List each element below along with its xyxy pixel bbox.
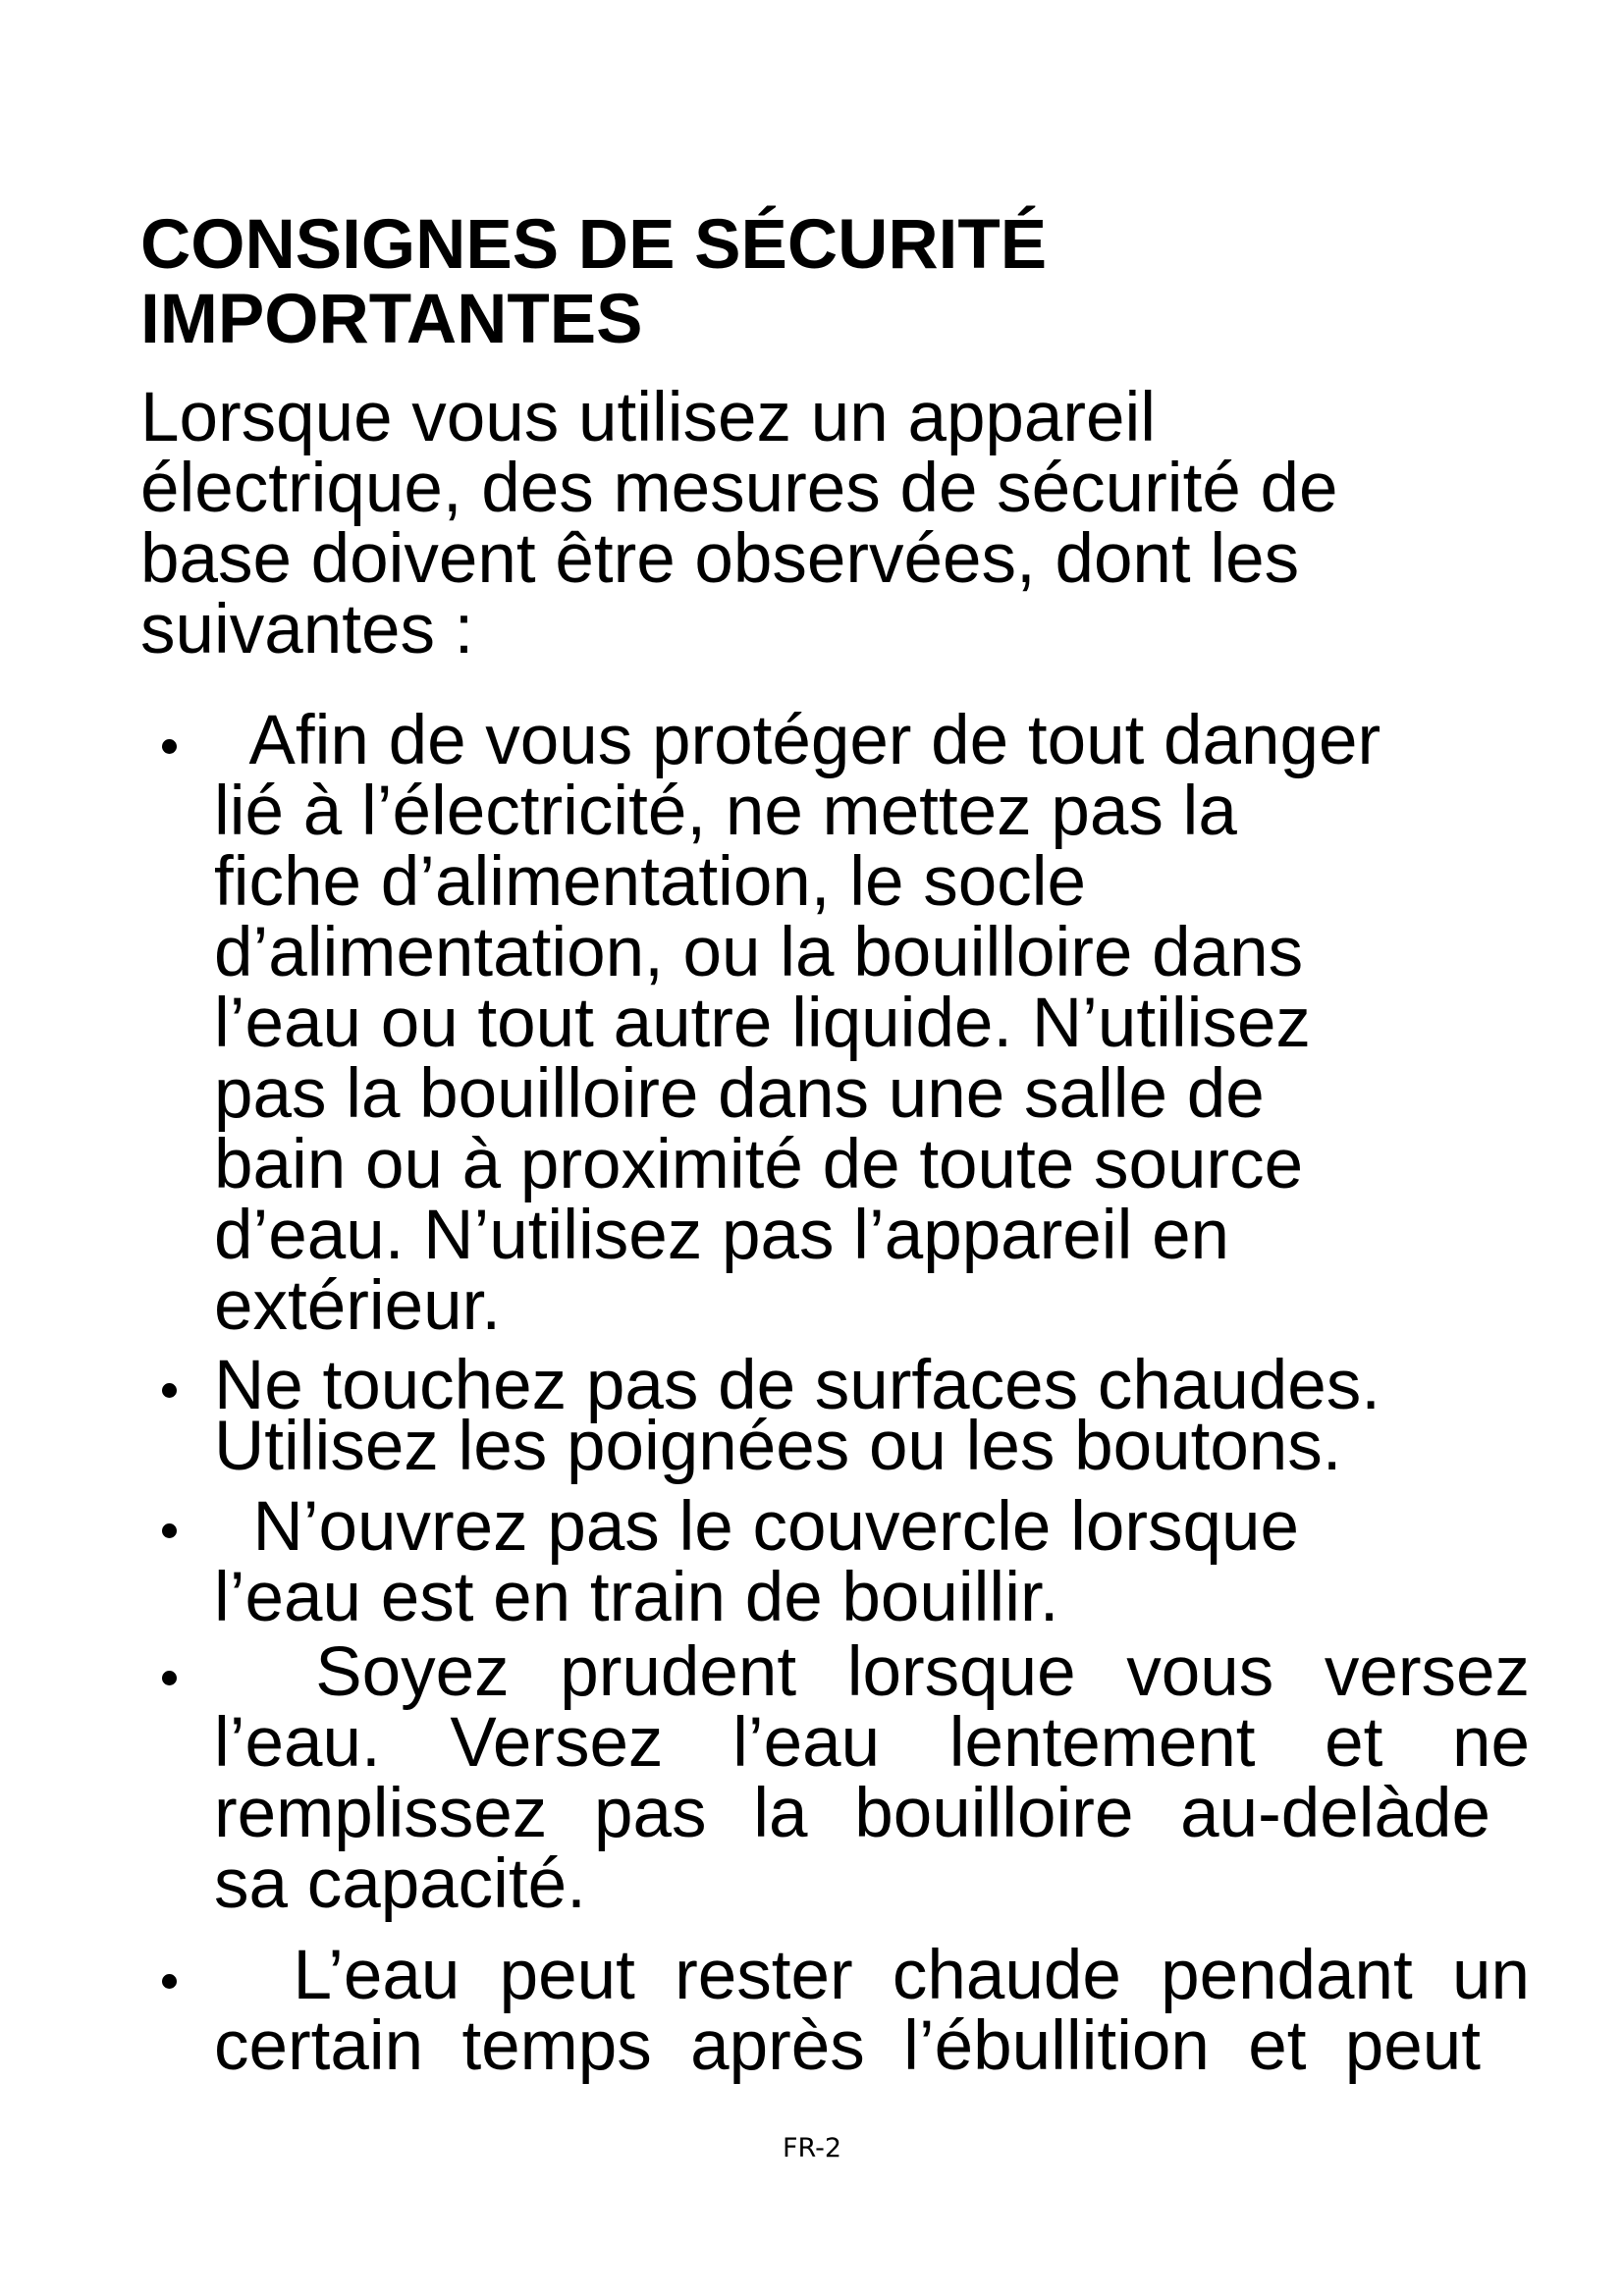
instruction-line: fiche d’alimentation, le socle (214, 843, 1086, 921)
safety-instruction-text (214, 702, 1530, 1345)
instruction-line: Utilisez les poignées ou les boutons. (214, 1408, 1342, 1485)
safety-instruction-text (214, 1347, 1530, 1485)
instruction-line: pas la bouilloire dans une salle de (214, 1055, 1265, 1133)
instruction-line: Afin de vous protéger de tout danger (214, 702, 1381, 779)
instruction-line: N’ouvrez pas le couvercle lorsque (214, 1488, 1299, 1566)
instruction-line: l’eau est en train de bouillir. (214, 1559, 1059, 1636)
section-title-line: CONSIGNES DE SÉCURITÉ (140, 206, 1048, 284)
intro-line: base doivent être observées, dont les (140, 520, 1300, 598)
instruction-line: bain ou à proximité de toute source (214, 1126, 1304, 1203)
intro-line: Lorsque vous utilisez un appareil (140, 379, 1157, 456)
safety-instruction-text (214, 1633, 1530, 1923)
safety-instruction-text (214, 1488, 1530, 1636)
instruction-line: d’eau. N’utilisez pas l’appareil en (214, 1197, 1230, 1274)
instruction-line: sa capacité. (214, 1845, 586, 1923)
bullet-icon (162, 1383, 177, 1398)
instruction-line: certain temps après l’ébullition et peut (214, 2007, 1481, 2085)
safety-instruction-text (214, 1937, 1530, 2085)
bullet-icon (162, 739, 177, 754)
instruction-line: Soyez prudent lorsque vous versez (214, 1633, 1530, 1711)
bullet-icon (162, 1523, 177, 1538)
section-title-line: IMPORTANTES (140, 281, 643, 358)
instruction-line: l’eau. Versez l’eau lentement et ne (214, 1704, 1530, 1782)
bullet-icon (162, 1671, 177, 1685)
intro-paragraph (140, 379, 1476, 668)
intro-line: suivantes : (140, 591, 474, 668)
page-number: FR-2 (782, 2133, 842, 2163)
intro-line: électrique, des mesures de sécurité de (140, 450, 1338, 527)
bullet-icon (162, 1974, 177, 1989)
instruction-line: L’eau peut rester chaude pendant un (214, 1937, 1530, 2014)
instruction-line: d’alimentation, ou la bouilloire dans (214, 914, 1304, 991)
instruction-line: lié à l’électricité, ne mettez pas la (214, 773, 1237, 850)
instruction-line: remplissez pas la bouilloire au-delàde (214, 1775, 1490, 1852)
instruction-line: l’eau ou tout autre liquide. N’utilisez (214, 985, 1311, 1062)
instruction-line: Ne touchez pas de surfaces chaudes. (214, 1347, 1381, 1424)
instruction-line: extérieur. (214, 1267, 502, 1345)
section-title (140, 208, 1417, 357)
